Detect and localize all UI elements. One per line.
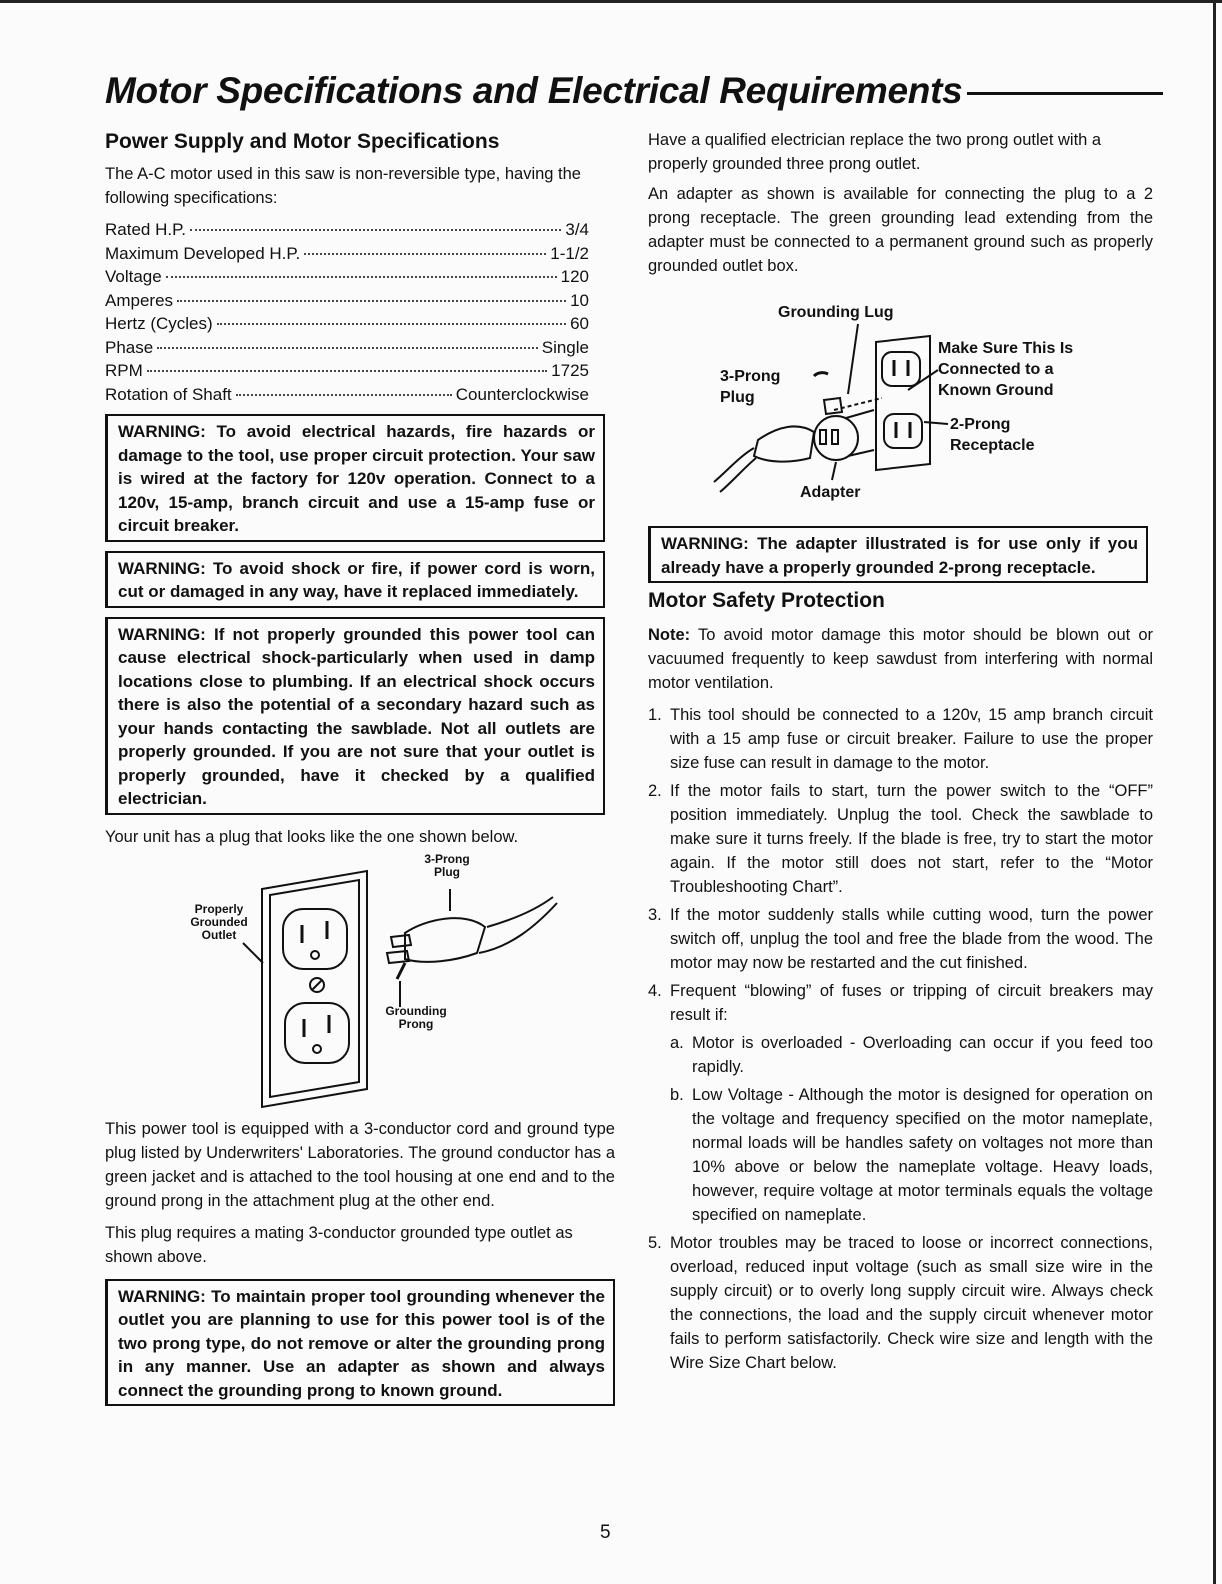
- spec-row: [105, 242, 589, 266]
- list-item: 2. If the motor fails to start, turn the power switch to the “OFF” position immediately. Unplug the tool. Check the sawblade to make sure it turns freely. If the blade is free, try to start the motor again. If the motor still does not start, refer to the “Motor Troubleshooting Chart”.: [648, 782, 1153, 896]
- title-rule: [967, 92, 1163, 95]
- adapter-paragraph: An adapter as shown is available for connecting the plug to a 2 prong receptacle. The green grounding lead extending from the adapter must be connected to a permanent ground such as properly grounded outlet box.: [648, 185, 1153, 275]
- spec-label: Rated H.P.: [105, 220, 186, 239]
- page-border-right: [1213, 0, 1216, 1584]
- title-row: [105, 70, 1165, 120]
- mating-outlet-paragraph: This plug requires a mating 3-conductor grounded type outlet as shown above.: [105, 1223, 573, 1266]
- safety-steps-list: [648, 703, 1153, 1375]
- right-column: [648, 128, 1153, 1375]
- list-item: 4. Frequent “blowing” of fuses or tripping of circuit breakers may result if: a. Motor is overloaded - Overloading can occur if you feed too rapidly. b. Low Voltage - Although the motor is designed for operation on the voltage and frequency specified on the motor nameplate, normal loads will be handles safety on voltages not more than 10% above or below the nameplate voltage. Heavy loads, however, require voltage at motor terminals equals the voltage specified on nameplate.: [648, 979, 1153, 1227]
- list-item: b. Low Voltage - Although the motor is designed for operation on the voltage and frequency specified on the motor nameplate, normal loads will be handles safety on voltages not more than 10% above or below the nameplate voltage. Heavy loads, however, require voltage at motor terminals equals the voltage specified on nameplate.: [670, 1086, 1153, 1224]
- spec-label: Rotation of Shaft: [105, 384, 232, 404]
- cord-paragraph: This power tool is equipped with a 3-conductor cord and ground type plug listed by Underwriters' Laboratories. The ground conductor has a green jacket and is attached to the tool housing at one end and to the ground prong in the attachment plug at the other end.: [105, 1119, 615, 1210]
- spec-label: Phase: [105, 337, 154, 357]
- spec-row: [105, 336, 589, 360]
- spec-label: Maximum Developed H.P.: [105, 243, 301, 263]
- left-column: [105, 128, 617, 1406]
- spec-label: Voltage: [105, 267, 162, 286]
- warning-grounding: WARNING: If not properly grounded this power tool can cause electrical shock-particularly when used in damp locations close to plumbing. If an electrical shock occurs there is also the potential of a secondary hazard such as your hands contacting the sawblade. Not all outlets are properly grounded. If you are not sure that your outlet is properly grounded, have it checked by a qualified electrician.: [105, 617, 605, 815]
- label-make-sure-ground: Make Sure This Is Connected to a Known Ground: [938, 340, 1074, 399]
- spec-value: 120: [560, 267, 589, 286]
- spec-row: [105, 312, 589, 336]
- plug-caption: Your unit has a plug that looks like the one shown below.: [105, 827, 519, 846]
- warning-power-cord: WARNING: To avoid shock or fire, if power cord is worn, cut or damaged in any way, have it replaced immediately.: [105, 551, 605, 608]
- power-supply-heading: Power Supply and Motor Specifications: [105, 130, 500, 153]
- list-item: a. Motor is overloaded - Overloading can occur if you feed too rapidly.: [670, 1034, 1153, 1076]
- warning-two-prong-outlet: WARNING: To maintain proper tool grounding whenever the outlet you are planning to use for this power tool is of the two prong type, do not remove or alter the grounding prong in any manner. Use an adapter as shown and always connect the grounding prong to known ground.: [105, 1279, 615, 1407]
- label-adapter: Adapter: [800, 484, 861, 501]
- spec-row: [105, 218, 589, 242]
- spec-value: 1725: [551, 361, 589, 380]
- list-item: 1. This tool should be connected to a 120v, 15 amp branch circuit with a 15 amp fuse or circuit breaker. Failure to use the proper size fuse can result in damage to the motor.: [648, 706, 1153, 772]
- spec-value: 60: [570, 314, 589, 333]
- spec-row: [105, 265, 589, 289]
- label-2-prong-receptacle: 2-Prong Receptacle: [950, 416, 1035, 454]
- page-border-top: [0, 0, 1222, 3]
- spec-row: [105, 359, 589, 383]
- label-grounding-prong: Grounding Prong: [385, 1003, 447, 1031]
- spec-value: 10: [570, 290, 589, 310]
- spec-value: 3/4: [565, 220, 589, 239]
- label-3-prong-plug: 3-Prong Plug: [424, 851, 470, 879]
- spec-value: Counterclockwise: [455, 384, 589, 404]
- motor-safety-heading: Motor Safety Protection: [648, 589, 885, 612]
- intro-paragraph: The A-C motor used in this saw is non-reversible type, having the following specifications:: [105, 165, 581, 207]
- label-properly-grounded-outlet: Properly Grounded Outlet: [190, 901, 248, 942]
- adapter-figure: [648, 286, 1153, 526]
- spec-row: [105, 289, 589, 313]
- spec-label: Amperes: [105, 290, 174, 310]
- outlet-plug-illustration: [105, 849, 605, 1111]
- list-item: 5. Motor troubles may be traced to loose or incorrect connections, overload, reduced input voltage (such as small size wire in the supply circuit) or to overly long supply circuit wire. Always check the connections, the load and the supply circuit whenever motor fails to perform satisfactorily. Check wire size and length with the Wire Size Chart below.: [648, 1234, 1153, 1372]
- spec-list: [105, 218, 589, 406]
- label-adapter-3-prong-plug: 3-Prong Plug: [720, 368, 781, 406]
- note-text: To avoid motor damage this motor should be blown out or vacuumed frequently to keep sawdust from interfering with normal motor ventilation.: [648, 626, 1153, 692]
- spec-row: [105, 383, 589, 407]
- warning-circuit-protection: WARNING: To avoid electrical hazards, fire hazards or damage to the tool, use proper circuit protection. Your saw is wired at the factory for 120v operation. Connect to a 120v, 15-amp, branch circuit and use a 15-amp fuse or circuit breaker.: [105, 414, 605, 542]
- spec-label: RPM: [105, 361, 143, 380]
- label-grounding-lug: Grounding Lug: [778, 304, 894, 321]
- grounded-outlet-figure: [105, 849, 605, 1111]
- spec-value: Single: [541, 337, 589, 357]
- warning-adapter-use: WARNING: The adapter illustrated is for use only if you already have a properly grounded 2-prong receptacle.: [648, 526, 1148, 583]
- page-title: Motor Specifications and Electrical Requirements: [105, 70, 963, 111]
- page-number: 5: [600, 1522, 611, 1543]
- spec-label: Hertz (Cycles): [105, 314, 213, 333]
- electrician-paragraph: Have a qualified electrician replace the two prong outlet with a properly grounded three prong outlet.: [648, 131, 1102, 173]
- list-item: 3. If the motor suddenly stalls while cutting wood, turn the power switch off, unplug the tool and free the blade from the wood. The motor may now be restarted and the cut finished.: [648, 906, 1153, 972]
- spec-value: 1-1/2: [550, 243, 589, 263]
- note-label: Note:: [648, 626, 691, 644]
- note-paragraph: [648, 623, 1153, 695]
- sub-list: [670, 1031, 1153, 1227]
